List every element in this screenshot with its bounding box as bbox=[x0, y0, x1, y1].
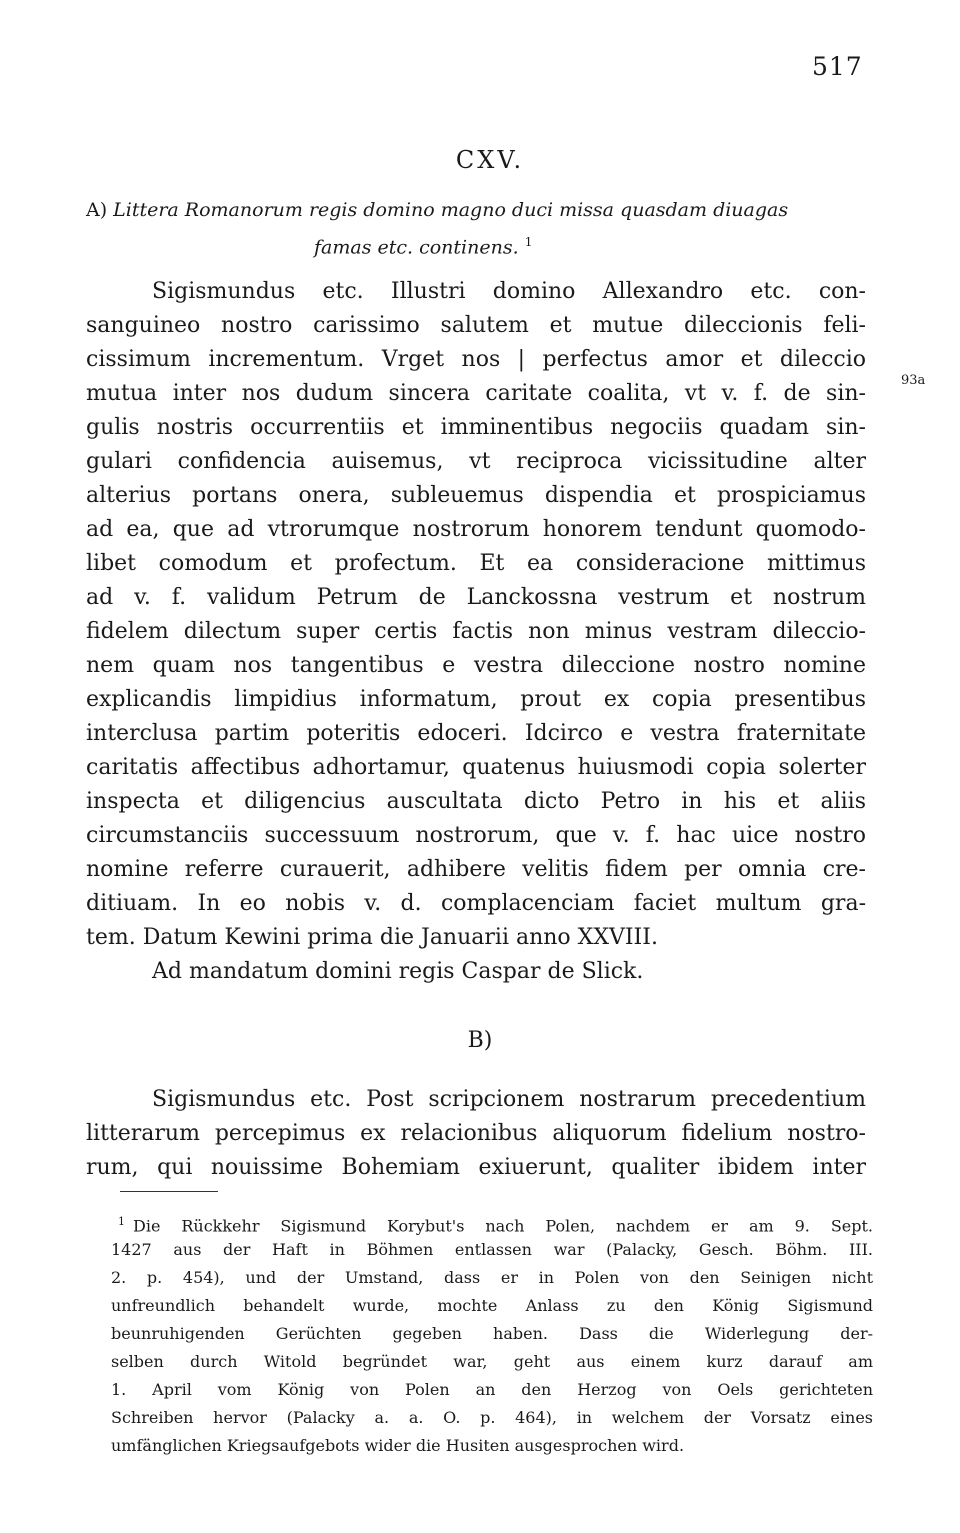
footnote-line: 1427 aus der Haft in Böhmen entlassen war (Palacky, Gesch. Böhm. III. bbox=[111, 1240, 873, 1259]
footnote-mark: 1 bbox=[118, 1215, 125, 1228]
body-a-line: tem. Datum Kewini prima die Januarii anno XXVIII. bbox=[86, 925, 658, 950]
section-a-heading-line-1: Littera Romanorum regis domino magno duci missa quasdam diuagas bbox=[113, 199, 789, 221]
body-a-line: Ad mandatum domini regis Caspar de Slick. bbox=[152, 959, 644, 984]
footnote-line: 1. April vom König von Polen an den Herzog von Oels gerichteten bbox=[111, 1380, 873, 1399]
body-a-line: circumstanciis successuum nostrorum, que v. f. hac uice nostro bbox=[86, 823, 866, 848]
body-a-line: sanguineo nostro carissimo salutem et mutue dileccionis feli- bbox=[86, 313, 866, 338]
body-a-line: alterius portans onera, subleuemus dispendia et prospiciamus bbox=[86, 483, 866, 508]
footnote-line: 2. p. 454), und der Umstand, dass er in Polen von den Seinigen nicht bbox=[111, 1268, 873, 1287]
document-number-text: CXV. bbox=[455, 146, 525, 174]
body-b-line: rum, qui nouissime Bohemiam exiuerunt, qualiter ibidem inter bbox=[86, 1155, 866, 1180]
body-a-line: gulari confidencia auisemus, vt reciproca vicissitudine alter bbox=[86, 449, 866, 474]
body-b-line: litterarum percepimus ex relacionibus aliquorum fidelium nostro- bbox=[86, 1121, 866, 1146]
body-a-line: nomine referre curauerit, adhibere velitis fidem per omnia cre- bbox=[86, 857, 866, 882]
section-a-heading-line-2 bbox=[86, 226, 876, 263]
section-b-label-text: B) bbox=[467, 1028, 493, 1053]
body-a-line: Sigismundus etc. Illustri domino Allexandro etc. con- bbox=[152, 279, 866, 304]
body-a-line: caritatis affectibus adhortamur, quatenus huiusmodi copia solerter bbox=[86, 755, 866, 780]
body-a-line: ad ea, que ad vtrorumque nostrorum honorem tendunt quomodo- bbox=[86, 517, 866, 542]
margin-note: 93a bbox=[901, 373, 926, 388]
footnote-line: umfänglichen Kriegsaufgebots wider die Husiten ausgesprochen wird. bbox=[111, 1436, 685, 1455]
footnote-line: selben durch Witold begründet war, geht aus einem kurz darauf am bbox=[111, 1352, 873, 1371]
footnote-line-text: Die Rückkehr Sigismund Korybut's nach Polen, nachdem er am 9. Sept. bbox=[133, 1216, 873, 1236]
body-a-line: inspecta et diligencius auscultata dicto Petro in his et aliis bbox=[86, 789, 866, 814]
body-a-line: cissimum incrementum. Vrget nos | perfectus amor et dileccio bbox=[86, 347, 866, 372]
body-a-line: nem quam nos tangentibus e vestra dileccione nostro nomine bbox=[86, 653, 866, 678]
body-a-line: libet comodum et profectum. Et ea consideracione mittimus bbox=[86, 551, 866, 576]
body-a-line: gulis nostris occurrentiis et imminentibus negociis quadam sin- bbox=[86, 415, 866, 440]
footnote-line: Schreiben hervor (Palacky a. a. O. p. 464), in welchem der Vorsatz eines bbox=[111, 1408, 873, 1427]
footnote-line: beunruhigenden Gerüchten gegeben haben. Dass die Widerlegung der- bbox=[111, 1324, 873, 1343]
footnote-line: unfreundlich behandelt wurde, mochte Anlass zu den König Sigismund bbox=[111, 1296, 873, 1315]
document-number bbox=[0, 146, 960, 174]
section-b-label bbox=[0, 1028, 960, 1053]
heading-footnote-mark: 1 bbox=[524, 235, 533, 249]
body-b-line: Sigismundus etc. Post scripcionem nostrarum precedentium bbox=[152, 1087, 866, 1112]
footnote-line bbox=[118, 1209, 873, 1239]
section-a-heading-line-2-text: famas etc. continens. bbox=[314, 236, 519, 259]
footnote-rule bbox=[120, 1191, 218, 1192]
body-a-line: ditiuam. In eo nobis v. d. complacenciam faciet multum gra- bbox=[86, 891, 866, 916]
body-a-line: mutua inter nos dudum sincera caritate coalita, vt v. f. de sin- bbox=[86, 381, 866, 406]
body-a-line: explicandis limpidius informatum, prout ex copia presentibus bbox=[86, 687, 866, 712]
section-a-heading bbox=[86, 194, 876, 263]
body-a-line: fidelem dilectum super certis factis non minus vestram dileccio- bbox=[86, 619, 866, 644]
section-a-label: A) bbox=[86, 199, 108, 221]
body-a-line: ad v. f. validum Petrum de Lanckossna vestrum et nostrum bbox=[86, 585, 866, 610]
page-number: 517 bbox=[812, 52, 863, 81]
body-a-line: interclusa partim poteritis edoceri. Idcirco e vestra fraternitate bbox=[86, 721, 866, 746]
